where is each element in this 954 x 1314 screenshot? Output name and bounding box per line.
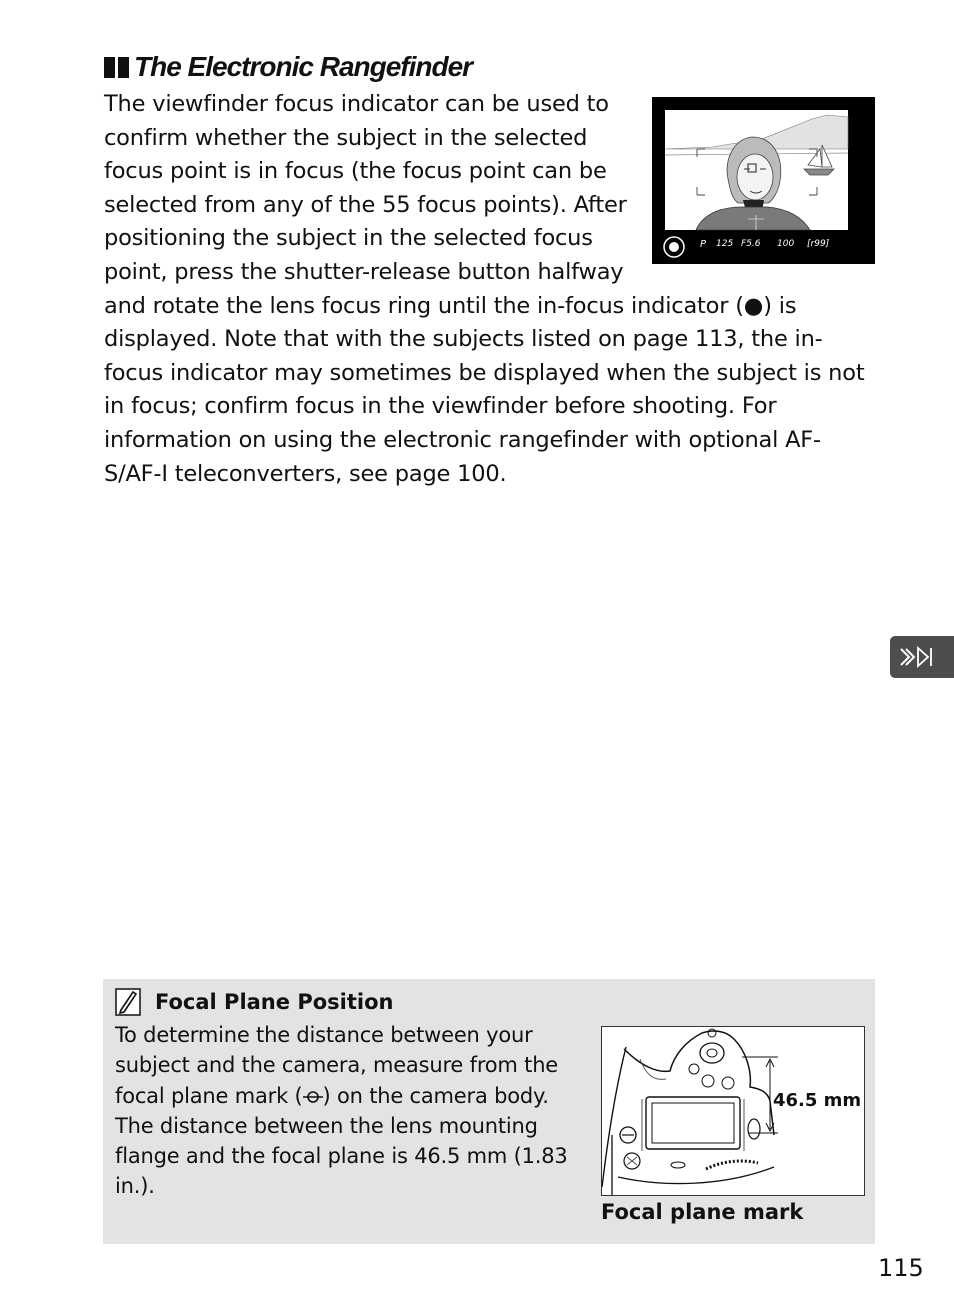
viewfinder-shutter: 125 <box>716 239 734 249</box>
camera-top-illustration <box>602 1027 864 1195</box>
camera-body-figure <box>601 1026 865 1196</box>
viewfinder-illustration <box>652 97 875 264</box>
figure-caption: Focal plane mark <box>601 1200 804 1224</box>
shooting-menu-icon <box>890 636 954 678</box>
chapter-tab <box>890 636 954 678</box>
section-title <box>104 48 472 86</box>
section-marker-icon <box>104 57 129 78</box>
note-text-part1: To determine the distance between your subject and the camera, measure from the focal plane mark ( <box>115 1023 559 1108</box>
body-text-part2: ) is displayed. Note that with the subjects listed on page 113, the in-focus indicator may sometimes be displayed when the subject is not in focus; confirm focus in the viewfinder before shooting. For information on using the electronic rangefinder with optional AF-S/AF-I teleconverters, see page 100. <box>104 292 865 487</box>
page-number: 115 <box>878 1254 924 1282</box>
body-text-part1: The viewfinder focus indicator can be used to confirm whether the subject in the selected focus point is in focus (the focus point can be selected from any of the 55 focus points). After positioning the subject in the selected focus point, press the shutter-release button halfway and rotate the lens focus ring until the in-focus indicator ( <box>104 91 744 319</box>
viewfinder-scene <box>652 97 875 264</box>
note-text-part2: ) on the camera body. The distance between the lens mounting flange and the focal plane is 46.5 mm (1.83 in.). <box>115 1083 568 1199</box>
in-focus-indicator-icon: ● <box>743 292 764 319</box>
pencil-note-icon <box>115 988 141 1016</box>
note-box <box>103 979 875 1244</box>
viewfinder-iso: 100 <box>777 239 795 249</box>
dimension-label: 46.5 mm <box>773 1090 862 1111</box>
focal-plane-mark-icon <box>303 1090 323 1104</box>
viewfinder-aperture: F5.6 <box>741 239 761 249</box>
viewfinder-frames: [r99] <box>807 239 830 249</box>
note-heading <box>115 987 393 1017</box>
note-text <box>115 1020 575 1202</box>
viewfinder-mode: P <box>700 239 707 250</box>
note-heading-text: Focal Plane Position <box>155 990 394 1014</box>
section-title-text: The Electronic Rangefinder <box>134 51 473 82</box>
